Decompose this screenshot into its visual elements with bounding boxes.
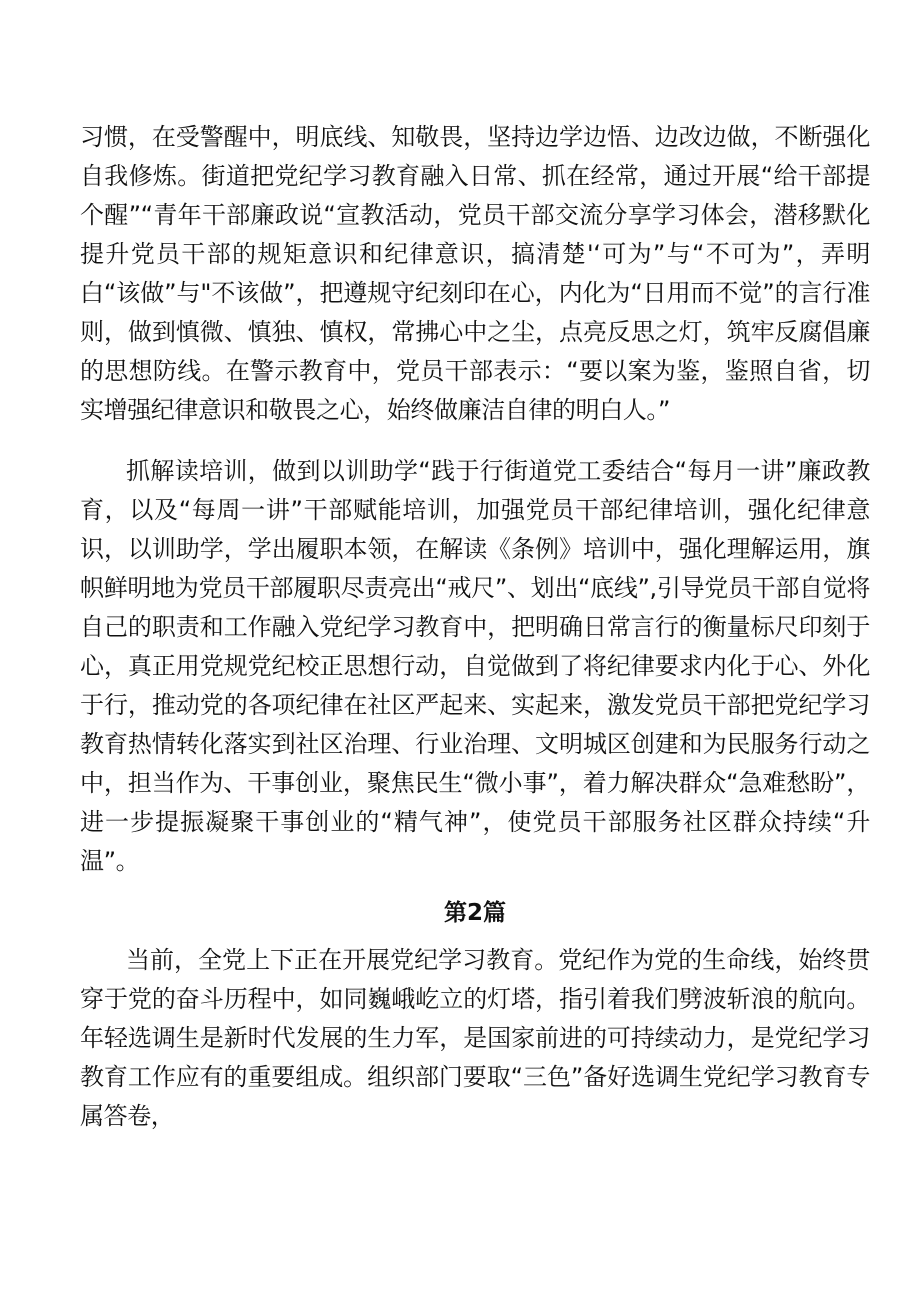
document-page — [80, 118, 870, 1136]
paragraph-gap — [80, 430, 870, 452]
paragraph-section-2: 当前，全党上下正在开展党纪学习教育。党纪作为党的生命线，始终贯穿于党的奋斗历程中，如同巍峨屹立的灯塔，指引着我们劈波斩浪的航向。年轻选调生是新时代发展的生力军，是国家前进的可持续动力，是党纪学习教育工作应有的重要组成。组织部门要取“三色”备好选调生党纪学习教育专属答卷， — [80, 946, 870, 1130]
paragraph-training: 抓解读培训，做到以训助学“践于行街道党工委结合“每月一讲”廉政教育，以及“每周一讲”干部赋能培训，加强党员干部纪律培训，强化纪律意识，以训助学，学出履职本领，在解读《条例》培训中，强化理解运用，旗帜鲜明地为党员干部履职尽责亮出“戒尺”、划出“底线”,引导党员干部自觉将自己的职责和工作融入党纪学习教育中，把明确日常言行的衡量标尺印刻于心，真正用党规党纪校正思想行动，自觉做到了将纪律要求内化于心、外化于行，推动党的各项纪律在社区严起来、实起来，激发党员干部把党纪学习教育热情转化落实到社区治理、行业治理、文明城区创建和为民服务行动之中，担当作为、干事创业，聚焦民生“微小事”，着力解决群众“急难愁盼”，进一步提振凝聚干事创业的“精气神”，使党员干部服务社区群众持续“升温”。 — [80, 457, 870, 875]
paragraph-continued: 习惯，在受警醒中，明底线、知敬畏，坚持边学边悟、边改边做，不断强化自我修炼。街道把党纪学习教育融入日常、抓在经常，通过开展“给干部提个醒”“青年干部廉政说“宣教活动，党员干部交流分享学习体会，潜移默化提升党员干部的规矩意识和纪律意识，搞清楚'‘可为”与“不可为”，弄明白“该做”与"不该做”，把遵规守纪刻印在心，内化为“日用而不觉”的言行准则，做到慎微、慎独、慎权，常拂心中之尘，点亮反思之灯，筑牢反腐倡廉的思想防线。在警示教育中，党员干部表示：“要以案为鉴，鉴照自省，切实增强纪律意识和敬畏之心，始终做廉洁自律的明白人。” — [80, 123, 870, 424]
section-heading: 第2篇 — [443, 900, 506, 926]
